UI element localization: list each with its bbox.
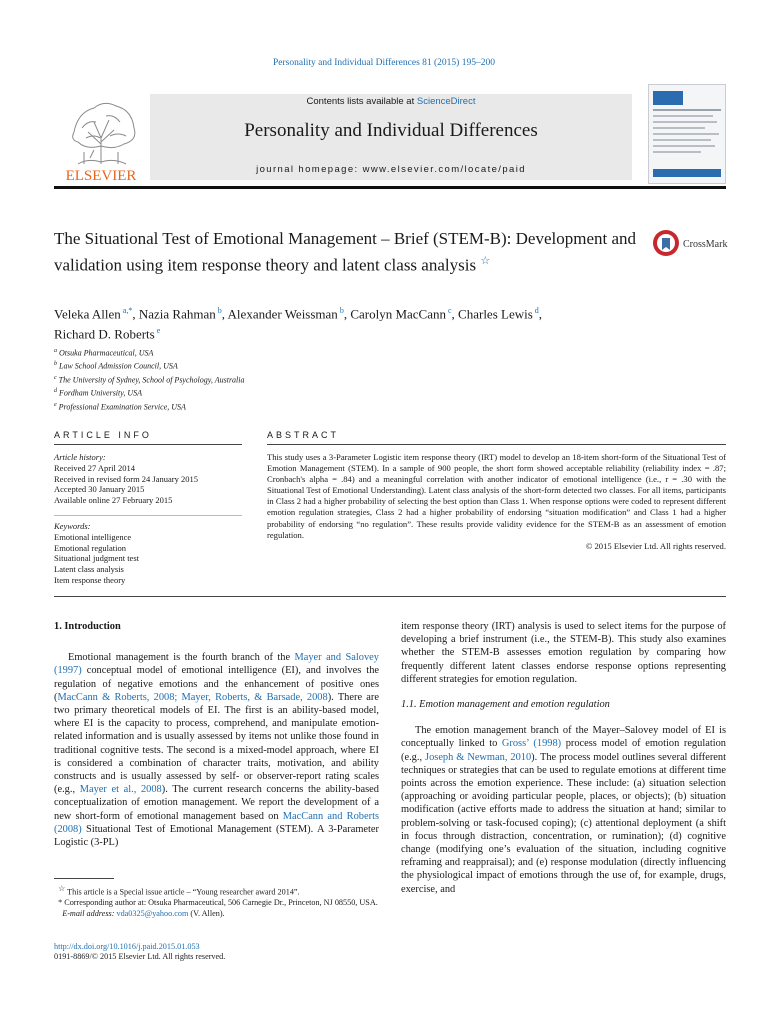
affiliation-mark: c (54, 374, 57, 381)
article-history (54, 452, 254, 506)
history-label: Article history: (54, 452, 106, 462)
paragraph-text: process model of emotion regulation (e.g., (401, 738, 726, 763)
affiliation-text: The University of Sydney, School of Psychology, Australia (56, 375, 245, 385)
intro-paragraph-continued: item response theory (IRT) analysis is used to select items for the purpose of developing a brief instrument (i.e., the STEM-B). This study also examines whether the STEM-B assesses emotion regulation by comparing how frequently different latent classes endorse response options representing different strategies for emotion regulation. (401, 621, 726, 685)
author-name: Veleka Allen (54, 306, 121, 322)
footnote-star-mark: ☆ (58, 884, 66, 893)
body-column-left (54, 620, 379, 849)
title-footnote-mark[interactable]: ☆ (480, 255, 491, 267)
footnote-rule (54, 878, 114, 879)
elsevier-logo[interactable] (54, 92, 148, 184)
crossmark-badge[interactable] (652, 228, 728, 258)
history-date: Accepted 30 January 2015 (54, 484, 145, 495)
citation-link[interactable]: Mayer and Salovey (1997) (54, 652, 379, 677)
article-info-rule (54, 444, 242, 445)
emotion-regulation-paragraph (401, 724, 726, 896)
author-separator: , (132, 306, 139, 322)
affiliation-list (54, 346, 454, 413)
abstract-rule (267, 444, 726, 445)
keywords-rule (54, 515, 242, 516)
author-name: Charles Lewis (458, 306, 533, 322)
section-heading-introduction: 1. Introduction (54, 621, 121, 632)
footnote-email (54, 909, 379, 919)
abstract-heading: ABSTRACT (267, 430, 340, 440)
doi-link[interactable]: http://dx.doi.org/10.1016/j.paid.2015.01.053 (54, 942, 200, 951)
citation-link[interactable]: MacCann & Roberts, 2008; Mayer, Roberts, & Barsade, 2008 (57, 691, 328, 703)
affiliation (54, 373, 454, 386)
author-affiliation-mark[interactable]: c (445, 306, 452, 315)
affiliation (54, 400, 454, 413)
footnote-corr-text: Corresponding author at: Otsuka Pharmaceutical, 506 Carnegie Dr., Princeton, NJ 08550, USA. (64, 898, 378, 908)
paragraph-text: ). There are two primary theoretical models of EI. The first is an ability-based model, where EI is the capacity to process, comprehend, and manipulate emotion-related information and is usually assessed by items not unlike those found in traditional cognitive tests. The second is a mixed-model approach, where EI is considered a combination of character traits, motivation, and ability constructs and is usually assessed by self- or observer-report rating scales (e.g., (54, 691, 379, 796)
contents-prefix: Contents lists available at (306, 96, 417, 107)
affiliation-text: Law School Admission Council, USA (57, 362, 178, 372)
paragraph-text: Situational Test of Emotional Management (STEM). A 3-Parameter Logistic (3-PL) (54, 823, 379, 849)
author-separator: , (538, 306, 543, 322)
keyword: Item response theory (54, 574, 126, 585)
keywords-block (54, 521, 254, 586)
author-affiliation-mark[interactable]: e (154, 326, 161, 336)
paragraph-text: Emotional management is the fourth branch of the (68, 652, 295, 664)
sciencedirect-link[interactable]: ScienceDirect (416, 96, 476, 107)
abstract-bottom-rule (54, 596, 726, 597)
doi-block (54, 942, 225, 963)
footnote-corresponding-author (54, 898, 379, 908)
author-affiliation-mark[interactable]: a,* (120, 306, 133, 315)
journal-reference-link[interactable]: Personality and Individual Differences 81 (2015) 195–200 (273, 58, 495, 68)
footnote-star-text: This article is a Special issue article – “Young researcher award 2014”. (67, 887, 300, 897)
author-separator: , (221, 306, 228, 322)
keyword: Situational judgment test (54, 553, 139, 564)
history-list (54, 463, 254, 506)
journal-homepage-link[interactable]: journal homepage: www.elsevier.com/locate/paid (256, 164, 526, 175)
paragraph-text: ). The current research concerns the ability-based conceptualization of emotion management. We report the development of a new short-form of emotional management based on (54, 784, 379, 822)
paragraph-text: conceptual model of emotional intelligence (EI), and involves the regulation of negative emotions and the enhancement of positive ones ( (54, 665, 379, 703)
email-label: E-mail address: (62, 908, 115, 918)
keyword: Latent class analysis (54, 564, 124, 575)
affiliation-mark: e (54, 401, 57, 408)
header-rule (54, 186, 726, 189)
journal-header-panel (150, 94, 632, 180)
history-date: Received 27 April 2014 (54, 462, 135, 473)
citation-link[interactable]: Mayer et al., 2008 (79, 784, 162, 796)
journal-cover-thumbnail[interactable] (648, 84, 726, 184)
author-separator: , (451, 306, 459, 322)
affiliation-text: Otsuka Pharmaceutical, USA (57, 348, 154, 358)
subsection-heading: 1.1. Emotion management and emotion regulation (401, 699, 610, 711)
affiliation (54, 359, 454, 372)
email-suffix: (V. Allen). (188, 908, 225, 918)
author-name: Carolyn MacCann (350, 306, 446, 322)
author-affiliation-mark[interactable]: d (532, 306, 539, 315)
abstract-body: This study uses a 3-Parameter Logistic item response theory (IRT) model to develop an 18-item short-form of the Situational Test of Emotion Management (STEM). In a sample of 900 people, the short form showed acceptable reliability (reliability index = .87; Cronbach's alpha = .84) and a meaningful correlation with another indicator of emotional intelligence (i.e., r = .30 with the Situational Test of Emotional Understanding). Latent class analysis of the short-form detected two classes. For all items, participants in Class 2 had a higher probability of selecting the best option than Class 1. When response options were coded to represent different emotion regulation strategies, Class 2 had a higher probability of endorsing “situation modification” and Class 1 had a higher probability of endorsing “no regulation”. These results provide validity evidence for the STEM-B as an assessment of emotion regulation. (267, 452, 726, 540)
affiliation (54, 346, 454, 359)
article-title-text: The Situational Test of Emotional Management – Brief (STEM-B): Development and validation using item response theory and latent class analysis (54, 229, 637, 275)
footnotes (54, 884, 379, 919)
citation-link[interactable]: Gross’ (1998) (501, 738, 562, 750)
keyword: Emotional intelligence (54, 531, 132, 542)
affiliation (54, 386, 454, 399)
affiliation-text: Fordham University, USA (57, 389, 143, 399)
crossmark-label: CrossMark (683, 239, 728, 250)
paragraph-text: ). The process model outlines several different techniques or strategies that can be used to regulate emotions at different time points across the emotion experience. These include: (a) situation selection (approaching or avoiding particular people, places, or objects); (b) situation modification (active efforts made to address the situation at hand; similar to problem-solving or task-focused coping); (c) attentional deployment (a shift in focus through distraction, concentration, or rumination); (d) cognitive change (modifying one’s evaluation of the situation, including cognitive reframing and reappraisal); and (e) response modulation (directly influencing the physiological impact of emotions through the use of, for example, drugs, exercise, and (401, 751, 726, 895)
affiliation-mark: b (54, 361, 57, 368)
affiliation-text: Professional Examination Service, USA (56, 402, 186, 412)
affiliation-mark: d (54, 388, 57, 395)
article-info-heading: ARTICLE INFO (54, 430, 152, 440)
citation-link[interactable]: Joseph & Newman, 2010 (425, 751, 532, 763)
journal-header (54, 92, 726, 184)
author-separator: , (343, 306, 351, 322)
citation-link[interactable]: MacCann and Roberts (2008) (54, 810, 380, 835)
paragraph-text: The emotion management branch of the Mayer–Salovey model of EI is conceptually linked to (401, 725, 726, 750)
article-title (54, 228, 644, 277)
author-name: Nazia Rahman (138, 306, 216, 322)
author-list (54, 302, 694, 343)
history-date: Available online 27 February 2015 (54, 495, 173, 506)
email-link[interactable]: vda0325@yahoo.com (116, 908, 189, 918)
footnote-corr-mark: * (58, 898, 63, 908)
author-name: Alexander Weissman (227, 306, 338, 322)
svg-text:ELSEVIER: ELSEVIER (65, 168, 137, 184)
history-date: Received in revised form 24 January 2015 (54, 473, 198, 484)
body-column-right (401, 620, 726, 896)
footnote-special-issue (54, 884, 379, 898)
author-name: Richard D. Roberts (54, 326, 155, 342)
keyword: Emotional regulation (54, 542, 126, 553)
contents-line (150, 96, 632, 107)
affiliation-mark: a (54, 348, 57, 354)
keywords-label: Keywords: (54, 521, 91, 531)
author-affiliation-mark[interactable]: b (337, 306, 344, 315)
issn-copyright: 0191-8869/© 2015 Elsevier Ltd. All rights reserved. (54, 952, 226, 962)
keyword-list (54, 532, 254, 586)
author-affiliation-mark[interactable]: b (215, 306, 222, 315)
intro-paragraph (54, 651, 379, 849)
abstract-text (267, 452, 726, 552)
journal-title: Personality and Individual Differences (244, 120, 538, 141)
abstract-copyright: © 2015 Elsevier Ltd. All rights reserved. (585, 540, 726, 551)
